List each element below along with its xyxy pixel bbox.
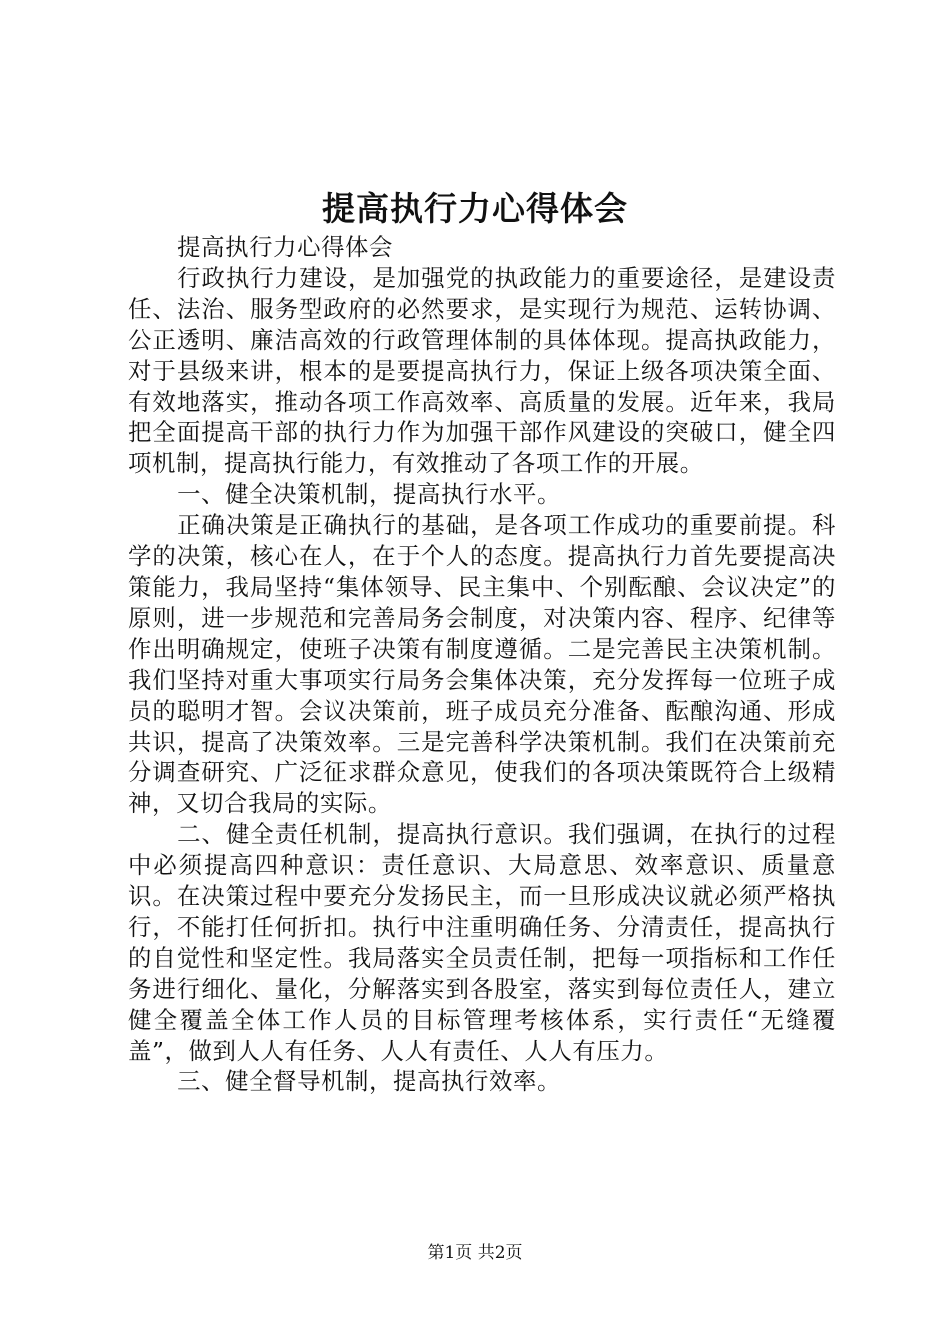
section-heading-3: 三、健全督导机制，提高执行效率。 xyxy=(177,1067,561,1096)
section-2-paragraph: 二、健全责任机制，提高执行意识。我们强调，在执行的过程中必须提高四种意识：责任意识、大局意思、效率意识、质量意识。在决策过程中要充分发扬民主，而一旦形成决议就必须严格执行，不能打任何折扣。执行中注重明确任务、分清责任，提高执行的自觉性和坚定性。我局落实全员责任制，把每一项指标和工作任务进行细化、量化，分解落实到各股室，落实到每位责任人，建立健全覆盖全体工作人员的目标管理考核体系，实行责任“无缝覆盖”，做到人人有任务、人人有责任、人人有压力。 xyxy=(128,820,836,1065)
intro-paragraph: 行政执行力建设，是加强党的执政能力的重要途径，是建设责任、法治、服务型政府的必然要求，是实现行为规范、运转协调、公正透明、廉洁高效的行政管理体制的具体体现。提高执政能力，对于县级来讲，根本的是要提高执行力，保证上级各项决策全面、有效地落实，推动各项工作高效率、高质量的发展。近年来，我局把全面提高干部的执行力作为加强干部作风建设的突破口，健全四项机制，提高执行能力，有效推动了各项工作的开展。 xyxy=(128,263,836,478)
page-footer: 第1页 共2页 xyxy=(427,1243,523,1263)
section-heading-1: 一、健全决策机制，提高执行水平。 xyxy=(177,480,561,509)
document-body xyxy=(128,232,836,1097)
subtitle-paragraph: 提高执行力心得体会 xyxy=(177,233,394,261)
page-title: 提高执行力心得体会 xyxy=(322,189,628,228)
section-1-paragraph: 正确决策是正确执行的基础，是各项工作成功的重要前提。科学的决策，核心在人，在于个人的态度。提高执行力首先要提高决策能力，我局坚持“集体领导、民主集中、个别酝酿、会议决定”的原则，进一步规范和完善局务会制度，对决策内容、程序、纪律等作出明确规定，使班子决策有制度遵循。二是完善民主决策机制。我们坚持对重大事项实行局务会集体决策，充分发挥每一位班子成员的聪明才智。会议决策前，班子成员充分准备、酝酿沟通、形成共识，提高了决策效率。三是完善科学决策机制。我们在决策前充分调查研究、广泛征求群众意见，使我们的各项决策既符合上级精神，又切合我局的实际。 xyxy=(128,511,836,818)
